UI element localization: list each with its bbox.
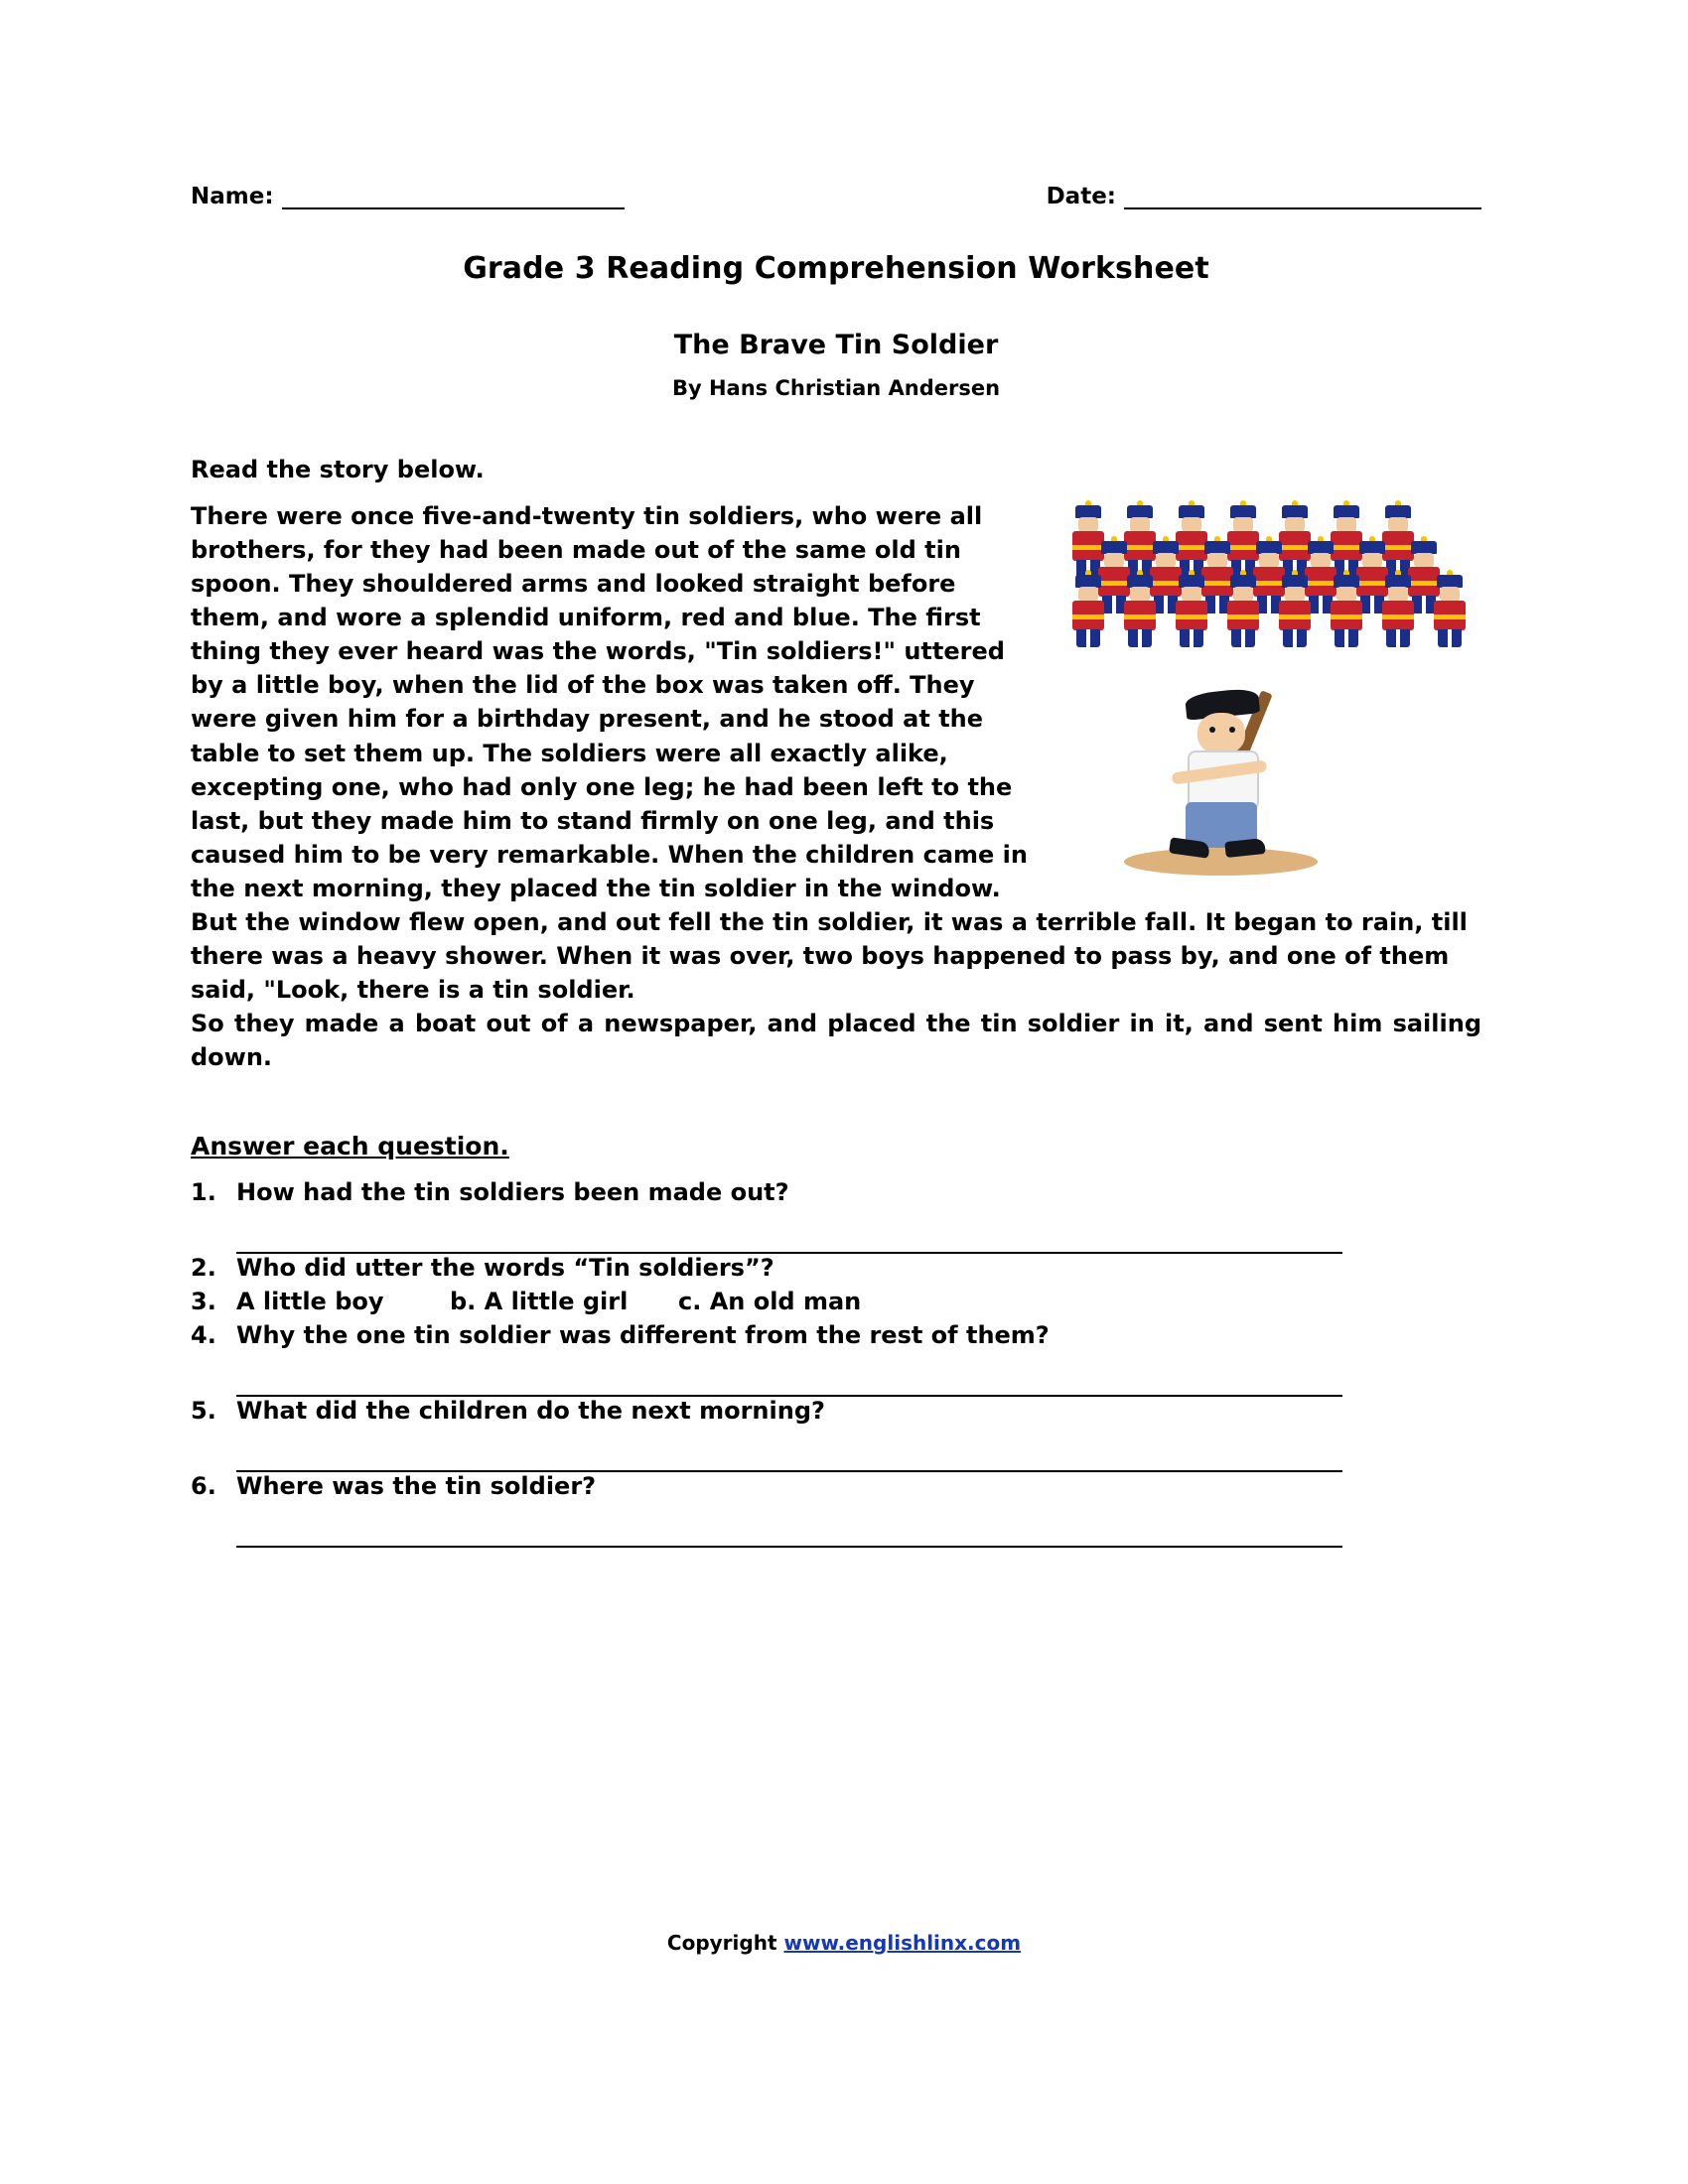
- question-number: 4.: [191, 1321, 216, 1350]
- story-author: By Hans Christian Andersen: [671, 376, 1001, 400]
- answer-line-6[interactable]: [236, 1506, 1342, 1548]
- question-2: [191, 1254, 1481, 1282]
- option-b[interactable]: b. A little girl: [450, 1288, 629, 1316]
- footer: [0, 1931, 1688, 1955]
- soldier-row-image: [1064, 505, 1481, 649]
- question-number: 2.: [191, 1254, 216, 1283]
- story-block: [191, 499, 1481, 1007]
- name-label: Name:: [191, 184, 274, 209]
- website-link[interactable]: www.englishlinx.com: [783, 1931, 1022, 1955]
- question-3-options: [191, 1288, 1481, 1315]
- answer-heading: Answer each question.: [191, 1132, 509, 1161]
- option-a[interactable]: A little boy: [236, 1288, 384, 1316]
- name-field-group: [191, 184, 625, 209]
- date-field-group: [1047, 184, 1481, 209]
- question-number: 6.: [191, 1472, 216, 1501]
- answer-line-5[interactable]: [236, 1431, 1342, 1472]
- worksheet-title: Grade 3 Reading Comprehension Worksheet: [463, 251, 1209, 286]
- date-label: Date:: [1046, 184, 1116, 209]
- name-input-line[interactable]: [282, 188, 625, 209]
- story-paragraph-2: So they made a boat out of a newspaper, and placed the tin soldier in it, and sent him sailing down.: [191, 1010, 1481, 1072]
- answer-line-1[interactable]: [236, 1212, 1342, 1254]
- story-paragraph-1: There were once five-and-twenty tin soldiers, who were all brothers, for they had been made out of the same old tin spoon. They shouldered arms and looked straight before them, and wore a splendid uniform, red and blue. The first thing they ever heard was the words, "Tin soldiers!" uttered by a little boy, when the lid of the box was taken off. They were given him for a birthday present, and he stood at the table to set them up. The soldiers were all exactly alike, excepting one, who had only one leg; he had been left to the last, but they made him to stand firmly on one leg, and this caused him to be very remarkable. When the children came in the next morning, they placed the tin soldier in the window. But the window flew open, and out fell the tin soldier, it was a terrible fall. It began to rain, till there was a heavy shower. When it was over, two boys happened to pass by, and one of them said, "Look, there is a tin soldier.: [191, 502, 1468, 1005]
- question-4: [191, 1321, 1481, 1349]
- question-5: [191, 1397, 1481, 1425]
- question-text: Why the one tin soldier was different from the rest of them?: [236, 1321, 1050, 1350]
- read-instruction: Read the story below.: [191, 456, 485, 483]
- date-input-line[interactable]: [1124, 188, 1481, 209]
- copyright-label: Copyright: [666, 1931, 777, 1955]
- question-number: 1.: [191, 1178, 216, 1207]
- question-text: What did the children do the next morning?: [236, 1397, 825, 1426]
- question-text: How had the tin soldiers been made out?: [236, 1178, 789, 1207]
- name-date-row: [191, 184, 1481, 209]
- single-soldier-image: [1114, 671, 1412, 885]
- question-text: Who did utter the words “Tin soldiers”?: [236, 1254, 774, 1283]
- story-title: The Brave Tin Soldier: [673, 330, 999, 360]
- question-text: Where was the tin soldier?: [236, 1472, 597, 1501]
- option-c[interactable]: c. An old man: [678, 1288, 862, 1316]
- question-number: 5.: [191, 1397, 216, 1426]
- question-number: 3.: [191, 1288, 216, 1316]
- question-6: [191, 1472, 1481, 1500]
- question-1: [191, 1178, 1481, 1206]
- worksheet-content: [191, 184, 1481, 1548]
- artwork-block: [1055, 505, 1481, 885]
- answer-line-4[interactable]: [236, 1355, 1342, 1397]
